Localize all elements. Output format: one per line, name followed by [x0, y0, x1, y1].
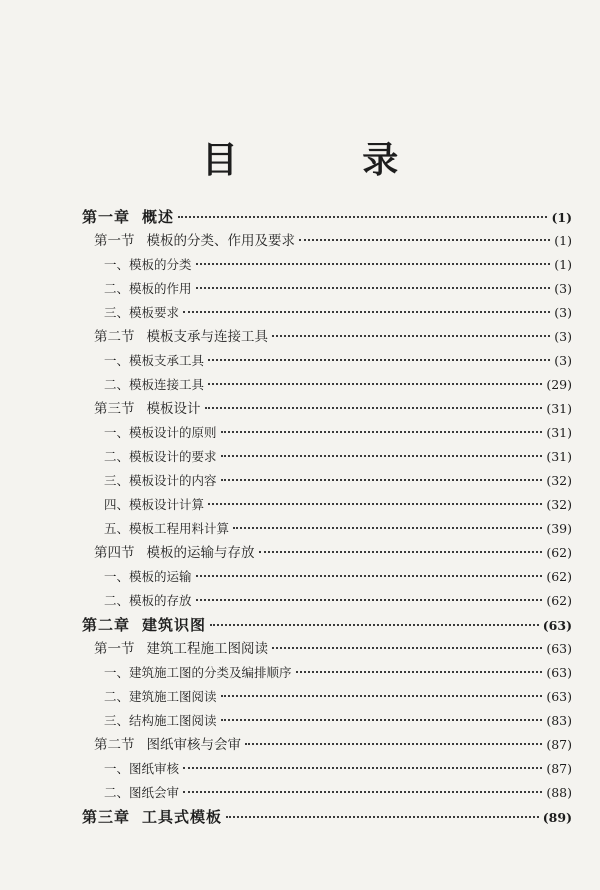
toc-item — [82, 565, 572, 589]
toc-page-number: (3) — [554, 281, 572, 296]
toc-entry-label — [104, 469, 217, 493]
toc-entry-text: 模板的作用 — [129, 281, 192, 296]
toc-entry-text: 模板工程用料计算 — [129, 521, 230, 536]
toc-entry-label — [104, 301, 179, 325]
toc-page-number: (62) — [546, 545, 572, 560]
toc-entry-text: 模板连接工具 — [129, 377, 205, 392]
toc-entry-number: 二、 — [104, 593, 130, 608]
dot-leader — [272, 335, 550, 337]
toc-entry-number: 二、 — [104, 281, 130, 296]
toc-entry-label — [94, 637, 268, 661]
dot-leader — [259, 551, 543, 553]
toc-entry-label — [82, 205, 174, 229]
toc-page-number: (3) — [554, 329, 572, 344]
toc-entry-number: 一、 — [104, 425, 130, 440]
toc-entry-label — [104, 781, 179, 805]
toc-entry-text: 建筑工程施工图阅读 — [146, 641, 268, 657]
toc-page-number: (63) — [546, 689, 572, 704]
toc-entry-label — [104, 565, 192, 589]
toc-page-number: (62) — [546, 569, 572, 584]
toc-item — [82, 445, 572, 469]
toc-entry-label — [94, 541, 255, 565]
toc-entry-label — [104, 253, 192, 277]
dot-leader — [183, 311, 550, 313]
toc-page-number: (88) — [546, 785, 572, 800]
toc-item — [82, 301, 572, 325]
toc-entry-text: 工具式模板 — [142, 808, 223, 826]
toc-entry-text: 模板设计计算 — [129, 497, 205, 512]
toc-entry-label — [104, 445, 217, 469]
toc-entry-label — [104, 373, 204, 397]
toc-entry-number: 第二节 — [94, 329, 135, 345]
toc-item — [82, 493, 572, 517]
toc-item — [82, 685, 572, 709]
dot-leader — [226, 816, 539, 818]
toc-page-number: (1) — [554, 233, 572, 248]
toc-entry-text: 模板的分类、作用及要求 — [146, 233, 295, 249]
dot-leader — [208, 383, 542, 385]
toc-entry-text: 模板的运输与存放 — [146, 545, 255, 561]
dot-leader — [196, 287, 551, 289]
toc-item — [82, 757, 572, 781]
toc-item — [82, 709, 572, 733]
toc-entry-text: 模板设计的内容 — [129, 473, 217, 488]
toc-chapter — [82, 205, 572, 229]
toc-entry-number: 二、 — [104, 377, 130, 392]
toc-entry-number: 二、 — [104, 785, 130, 800]
dot-leader — [299, 239, 550, 241]
toc-page-number: (63) — [542, 618, 572, 633]
toc-chapter — [82, 613, 572, 637]
toc-entry-text: 模板支承与连接工具 — [146, 329, 268, 345]
toc-page-number: (32) — [546, 473, 572, 488]
toc-entry-number: 第一章 — [82, 208, 131, 226]
toc-entry-number: 一、 — [104, 257, 130, 272]
dot-leader — [221, 479, 543, 481]
toc-page-number: (31) — [546, 401, 572, 416]
toc-item — [82, 661, 572, 685]
dot-leader — [221, 455, 543, 457]
toc-entry-text: 结构施工图阅读 — [129, 713, 217, 728]
dot-leader — [183, 767, 542, 769]
toc-entry-label — [94, 733, 241, 757]
toc-entry-number: 三、 — [104, 305, 130, 320]
dot-leader — [272, 647, 542, 649]
toc-entry-label — [94, 325, 268, 349]
toc-entry-text: 模板支承工具 — [129, 353, 205, 368]
toc-entry-label — [104, 277, 192, 301]
dot-leader — [296, 671, 543, 673]
toc-entry-text: 图纸审核与会审 — [146, 737, 241, 753]
toc-item — [82, 349, 572, 373]
toc-item — [82, 589, 572, 613]
toc-entry-label — [104, 685, 217, 709]
dot-leader — [233, 527, 542, 529]
toc-page-number: (1) — [554, 257, 572, 272]
toc-section — [82, 325, 572, 349]
toc-entry-number: 一、 — [104, 761, 130, 776]
toc-entry-text: 概述 — [142, 208, 175, 226]
toc-page-number: (87) — [546, 737, 572, 752]
toc-entry-label — [104, 493, 204, 517]
dot-leader — [196, 599, 543, 601]
toc-page-number: (29) — [546, 377, 572, 392]
toc-entry-number: 第二章 — [82, 616, 131, 634]
page-title: 目 录 — [201, 139, 455, 181]
toc-entry-label — [104, 661, 292, 685]
dot-leader — [205, 407, 543, 409]
toc-entry-number: 三、 — [104, 713, 130, 728]
toc-entry-text: 图纸会审 — [129, 785, 180, 800]
toc-entry-number: 五、 — [104, 521, 130, 536]
dot-leader — [221, 695, 543, 697]
dot-leader — [245, 743, 542, 745]
dot-leader — [210, 624, 539, 626]
toc-section — [82, 637, 572, 661]
toc-item — [82, 373, 572, 397]
toc-entry-number: 四、 — [104, 497, 130, 512]
toc-entry-number: 三、 — [104, 473, 130, 488]
toc-entry-label — [82, 613, 206, 637]
toc-section — [82, 397, 572, 421]
toc-page-number: (87) — [546, 761, 572, 776]
toc-entry-number: 第三章 — [82, 808, 131, 826]
toc-entry-number: 第三节 — [94, 401, 135, 417]
toc-section — [82, 541, 572, 565]
toc-entry-text: 模板要求 — [129, 305, 180, 320]
toc-entry-number: 第一节 — [94, 641, 135, 657]
toc-section — [82, 733, 572, 757]
dot-leader — [221, 431, 543, 433]
toc-entry-label — [104, 589, 192, 613]
toc-entry-text: 模板的存放 — [129, 593, 192, 608]
toc-page-number: (32) — [546, 497, 572, 512]
toc-entry-text: 模板设计 — [146, 401, 201, 417]
toc-entry-text: 模板设计的原则 — [129, 425, 217, 440]
toc-entry-text: 模板设计的要求 — [129, 449, 217, 464]
toc-entry-label — [104, 517, 229, 541]
toc-entry-label — [94, 397, 201, 421]
toc-item — [82, 277, 572, 301]
dot-leader — [208, 503, 542, 505]
toc-section — [82, 229, 572, 253]
toc-entry-label — [104, 349, 204, 373]
toc-page-number: (89) — [542, 810, 572, 825]
dot-leader — [221, 719, 543, 721]
toc-list — [82, 205, 572, 829]
toc-item — [82, 253, 572, 277]
toc-entry-number: 一、 — [104, 353, 130, 368]
toc-page-number: (63) — [546, 665, 572, 680]
toc-page-number: (63) — [546, 641, 572, 656]
toc-entry-label — [104, 709, 217, 733]
toc-entry-number: 第四节 — [94, 545, 135, 561]
toc-entry-label — [104, 757, 179, 781]
toc-page-number: (31) — [546, 449, 572, 464]
dot-leader — [196, 575, 543, 577]
toc-page-number: (83) — [546, 713, 572, 728]
toc-page-number: (3) — [554, 353, 572, 368]
dot-leader — [208, 359, 550, 361]
toc-entry-number: 一、 — [104, 569, 130, 584]
toc-page-number: (3) — [554, 305, 572, 320]
toc-item — [82, 469, 572, 493]
toc-item — [82, 517, 572, 541]
toc-chapter — [82, 805, 572, 829]
dot-leader — [178, 216, 547, 218]
toc-entry-text: 模板的运输 — [129, 569, 192, 584]
toc-item — [82, 421, 572, 445]
toc-entry-number: 二、 — [104, 689, 130, 704]
toc-entry-number: 第一节 — [94, 233, 135, 249]
toc-page-number: (62) — [546, 593, 572, 608]
toc-entry-label — [94, 229, 295, 253]
dot-leader — [196, 263, 551, 265]
toc-entry-number: 二、 — [104, 449, 130, 464]
toc-page-number: (1) — [551, 210, 572, 225]
toc-entry-number: 第二节 — [94, 737, 135, 753]
toc-page-number: (31) — [546, 425, 572, 440]
toc-entry-text: 建筑施工图的分类及编排顺序 — [129, 665, 292, 680]
toc-entry-label — [82, 805, 222, 829]
toc-page-number: (39) — [546, 521, 572, 536]
toc-entry-label — [104, 421, 217, 445]
dot-leader — [183, 791, 542, 793]
toc-entry-number: 一、 — [104, 665, 130, 680]
toc-entry-text: 模板的分类 — [129, 257, 192, 272]
toc-entry-text: 建筑识图 — [142, 616, 207, 634]
toc-entry-text: 图纸审核 — [129, 761, 180, 776]
toc-entry-text: 建筑施工图阅读 — [129, 689, 217, 704]
toc-item — [82, 781, 572, 805]
